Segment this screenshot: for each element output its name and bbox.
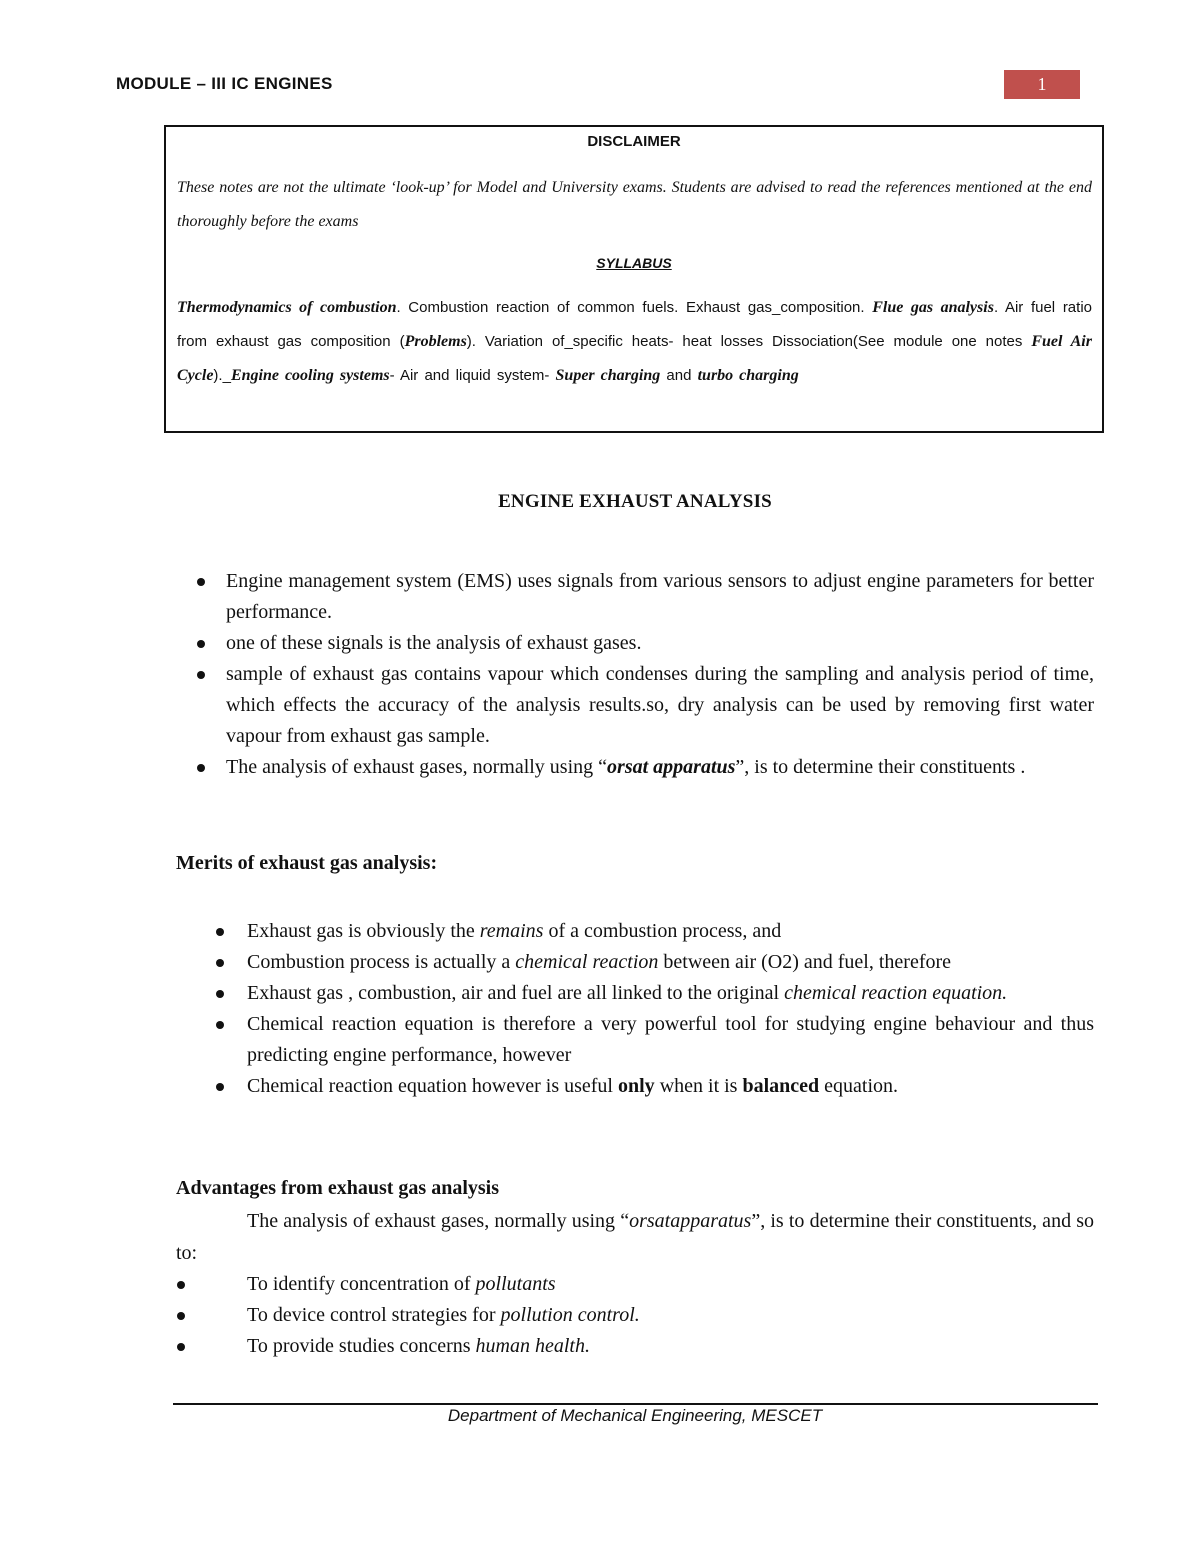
disclaimer-title: DISCLAIMER	[587, 133, 681, 150]
list-item	[226, 628, 1094, 659]
emphasis-text: chemical reaction	[515, 951, 659, 973]
emphasis-text: orsat apparatus	[607, 756, 736, 778]
list-item	[247, 978, 1094, 1009]
syllabus-topic: Thermodynamics of combustion	[177, 299, 397, 316]
footer-text: Department of Mechanical Engineering, MESCET	[447, 1406, 823, 1425]
bullet-text: one of these signals is the analysis of exhaust gases.	[226, 632, 642, 654]
bullet-text: To provide studies concerns	[247, 1335, 476, 1357]
bullet-text: To identify concentration of	[247, 1273, 476, 1295]
bullet-icon	[197, 578, 205, 586]
list-item	[226, 566, 1094, 628]
bullet-text: of a combustion process, and	[543, 920, 782, 942]
syllabus-text-segment: ). Variation of_specific heats- heat losses Dissociation(See module one notes	[466, 333, 1032, 350]
syllabus-topic: Fuel Air Cycle	[177, 333, 1092, 384]
syllabus-text-segment: - Air and liquid system-	[389, 367, 556, 384]
intro-bullet-list	[226, 566, 1094, 783]
bullet-icon	[197, 671, 205, 679]
list-item	[247, 1300, 1094, 1331]
syllabus-text-segment: . Air fuel ratio from exhaust gas composition (	[177, 299, 1092, 350]
advantages-bullet-list	[247, 1269, 1094, 1362]
syllabus-topic: Engine cooling systems	[230, 367, 390, 384]
bullet-text: sample of exhaust gas contains vapour which condenses during the sampling and analysis period of time, which effects the accuracy of the analysis results.so, dry analysis can be used by removing first water vapour from exhaust gas sample.	[226, 663, 1094, 747]
emphasis-text: orsatapparatus	[629, 1210, 752, 1232]
strong-text: only	[618, 1075, 655, 1097]
merits-heading: Merits of exhaust gas analysis:	[176, 852, 438, 874]
list-item	[226, 659, 1094, 752]
emphasis-text: chemical reaction equation.	[784, 982, 1008, 1004]
list-item	[247, 1071, 1094, 1102]
emphasis-text: human health.	[475, 1335, 590, 1357]
syllabus-text	[177, 291, 1092, 393]
list-item	[247, 1331, 1094, 1362]
bullet-text: ”, is to determine their constituents .	[735, 756, 1026, 778]
syllabus-title: SYLLABUS	[596, 255, 672, 271]
emphasis-text: pollutants	[475, 1273, 556, 1295]
list-item	[226, 752, 1094, 783]
strong-text: balanced	[742, 1075, 820, 1097]
bullet-icon	[177, 1281, 185, 1289]
bullet-text: Exhaust gas , combustion, air and fuel are all linked to the original	[247, 982, 785, 1004]
bullet-text: Exhaust gas is obviously the	[247, 920, 480, 942]
bullet-text: Engine management system (EMS) uses signals from various sensors to adjust engine parameters for better performance.	[226, 570, 1094, 623]
paragraph-text: The analysis of exhaust gases, normally using “	[247, 1210, 630, 1232]
syllabus-text-segment: and	[660, 367, 698, 384]
bullet-text: equation.	[819, 1075, 899, 1097]
page-number-badge: 1	[1004, 70, 1080, 99]
syllabus-topic: turbo charging	[697, 367, 799, 384]
syllabus-topic: Flue gas analysis	[872, 299, 994, 316]
bullet-text: when it is	[654, 1075, 743, 1097]
paragraph-text: ”, is to determine their constituents, and so to:	[176, 1210, 1094, 1264]
advantages-paragraph	[176, 1205, 1094, 1269]
bullet-icon	[197, 764, 205, 772]
syllabus-text-segment: . Combustion reaction of common fuels. Exhaust gas_composition.	[396, 299, 873, 316]
bullet-icon	[197, 640, 205, 648]
syllabus-topic: Super charging	[555, 367, 661, 384]
list-item	[247, 1269, 1094, 1300]
bullet-text: The analysis of exhaust gases, normally using “	[226, 756, 608, 778]
bullet-icon	[216, 1021, 224, 1029]
merits-bullet-list	[247, 916, 1094, 1102]
bullet-text: Chemical reaction equation however is useful	[247, 1075, 618, 1097]
list-item	[247, 916, 1094, 947]
footer-divider	[173, 1403, 1098, 1405]
bullet-icon	[216, 928, 224, 936]
emphasis-text: pollution control.	[500, 1304, 640, 1326]
disclaimer-text: These notes are not the ultimate ‘look-up’ for Model and University exams. Students are advised to read the references mentioned at the end thoroughly before the exams	[177, 179, 1092, 230]
bullet-text: Combustion process is actually a	[247, 951, 516, 973]
bullet-icon	[177, 1312, 185, 1320]
syllabus-text-segment: )._	[213, 367, 231, 384]
bullet-text: Chemical reaction equation is therefore a very powerful tool for studying engine behaviour and thus predicting engine performance, however	[247, 1013, 1094, 1066]
bullet-text: between air (O2) and fuel, therefore	[658, 951, 952, 973]
section-title: ENGINE EXHAUST ANALYSIS	[498, 491, 772, 512]
syllabus-topic: Problems	[404, 333, 467, 350]
emphasis-text: remains	[479, 920, 544, 942]
advantages-heading: Advantages from exhaust gas analysis	[176, 1177, 499, 1199]
list-item	[247, 1009, 1094, 1071]
module-header-title: MODULE – III IC ENGINES	[116, 74, 333, 93]
disclaimer-box	[164, 125, 1104, 433]
bullet-icon	[216, 990, 224, 998]
bullet-icon	[177, 1343, 185, 1351]
bullet-text: To device control strategies for	[247, 1304, 501, 1326]
list-item	[247, 947, 1094, 978]
bullet-icon	[216, 959, 224, 967]
bullet-icon	[216, 1083, 224, 1091]
